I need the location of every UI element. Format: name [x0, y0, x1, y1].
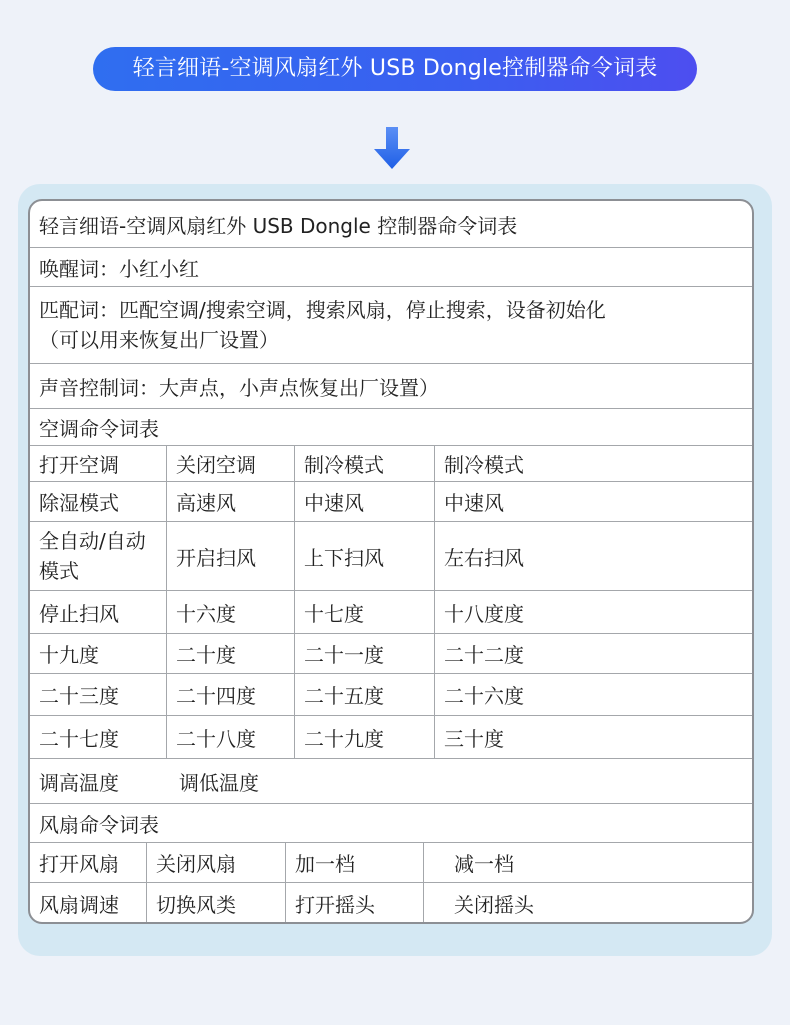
table-row: [30, 716, 752, 759]
temperature-row: [30, 759, 752, 804]
table-cell: 中速风: [295, 482, 435, 521]
table-cell: 二十九度: [295, 716, 435, 758]
pairing-note: （可以用来恢复出厂设置）: [39, 328, 279, 352]
wake-word-row: [30, 248, 752, 287]
pairing-row: [30, 287, 752, 364]
sound-control-words: 声音控制词：大声点，小声点恢复出厂设置）: [39, 375, 439, 400]
table-cell: 二十八度: [167, 716, 295, 758]
table-row: [30, 482, 752, 522]
table-row: [30, 446, 752, 482]
sound-control-row: [30, 364, 752, 409]
table-cell: 二十度: [167, 634, 295, 673]
table-cell: 关闭空调: [167, 446, 295, 481]
table-cell: 二十五度: [295, 674, 435, 715]
table-cell: [30, 522, 167, 590]
table-cell: 左右扫风: [444, 545, 524, 570]
table-cell: 十六度: [167, 591, 295, 633]
table-row: [30, 843, 752, 883]
table-cell: 制冷模式: [295, 446, 435, 481]
table-cell: 加一档: [286, 843, 424, 882]
table-cell: 二十四度: [167, 674, 295, 715]
table-cell: 二十三度: [30, 674, 167, 715]
fan-header-row: [30, 804, 752, 843]
table-cell: 关闭摇头: [454, 893, 534, 917]
table-cell: 打开风扇: [30, 843, 147, 882]
page-title: 轻言细语-空调风扇红外 USB Dongle控制器命令词表: [93, 47, 697, 91]
table-cell: 关闭风扇: [147, 843, 286, 882]
table-row: [30, 522, 752, 591]
table-title: 轻言细语-空调风扇红外 USB Dongle 控制器命令词表: [39, 213, 518, 238]
table-cell: 除湿模式: [30, 482, 167, 521]
table-cell: 切换风类: [147, 883, 286, 924]
table-cell: 减一档: [454, 852, 514, 876]
temp-up-label: 调高温度: [39, 770, 119, 795]
table-cell: 二十一度: [295, 634, 435, 673]
table-cell: 风扇调速: [30, 883, 147, 924]
table-cell: 二十六度: [444, 684, 524, 708]
table-cell: 打开摇头: [286, 883, 424, 924]
fan-section-header: 风扇命令词表: [39, 812, 159, 837]
table-row: [30, 634, 752, 674]
table-cell: 停止扫风: [30, 591, 167, 633]
table-row: [30, 883, 752, 924]
table-cell: 三十度: [444, 726, 504, 751]
temp-down-label: 调低温度: [179, 770, 259, 795]
table-cell: 二十七度: [30, 716, 167, 758]
table-cell: 上下扫风: [295, 522, 435, 590]
table-cell: 十八度度: [444, 601, 524, 626]
wake-word: 唤醒词：小红小红: [39, 256, 199, 281]
table-cell: 制冷模式: [444, 453, 524, 477]
table-cell: 高速风: [167, 482, 295, 521]
table-row: [30, 591, 752, 634]
table-row: [30, 674, 752, 716]
table-title-row: [30, 201, 752, 248]
ac-header-row: [30, 409, 752, 446]
arrow-down-icon: [372, 127, 412, 171]
table-cell: 开启扫风: [167, 522, 295, 590]
table-cell: 中速风: [444, 491, 504, 515]
command-table: [28, 199, 754, 924]
pairing-words: 匹配词：匹配空调/搜索空调，搜索风扇，停止搜索，设备初始化: [39, 298, 606, 322]
table-cell: 打开空调: [30, 446, 167, 481]
table-cell: 十七度: [295, 591, 435, 633]
table-cell-text: 全自动/自动模式: [39, 529, 146, 583]
ac-section-header: 空调命令词表: [39, 416, 159, 441]
table-cell: 十九度: [30, 634, 167, 673]
table-cell: 二十二度: [444, 643, 524, 667]
